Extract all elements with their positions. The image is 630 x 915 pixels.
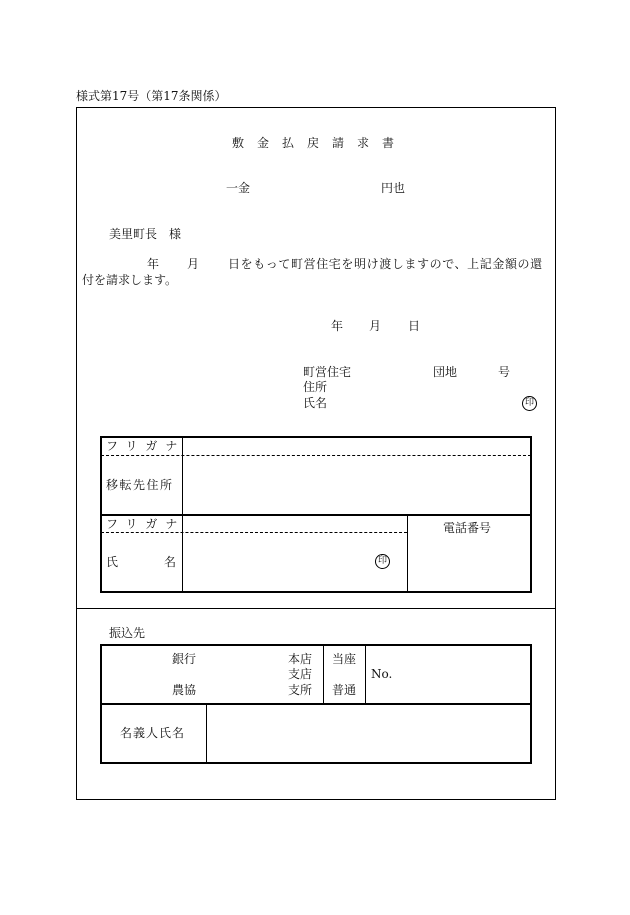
account-no-label: No. <box>371 667 393 681</box>
furigana-label-1: フリガナ <box>106 439 186 453</box>
addressee: 美里町長 様 <box>109 227 182 241</box>
transfer-label: 振込先 <box>109 626 146 640</box>
bank-label: 銀行 <box>172 652 197 666</box>
body-month: 月 <box>187 257 200 271</box>
section-divider <box>76 608 556 609</box>
name-label: 氏名 <box>303 396 328 410</box>
branch-office-label: 支所 <box>288 683 313 697</box>
unit-label: 号 <box>498 365 511 379</box>
address-label: 住所 <box>303 380 328 394</box>
mover-seal-icon: 印 <box>375 554 390 569</box>
complex-label: 団地 <box>433 365 458 379</box>
date-day: 日 <box>408 319 421 333</box>
name-furigana-divider <box>101 532 407 533</box>
holder-col-divider <box>206 704 207 763</box>
body-line1: 日をもって町営住宅を明け渡しますので、上記金額の還 <box>228 257 543 271</box>
form-title: 敷金払戻請求書 <box>232 136 408 150</box>
phone-col-divider <box>407 515 408 592</box>
amount-prefix: 一金 <box>226 181 251 195</box>
ordinary-account-label: 普通 <box>332 683 357 697</box>
date-year: 年 <box>331 319 344 333</box>
applicant-seal-icon: 印 <box>522 396 537 411</box>
bank-col-divider <box>323 645 324 703</box>
date-month: 月 <box>369 319 382 333</box>
branch-store-label: 支店 <box>288 667 313 681</box>
body-year: 年 <box>147 257 160 271</box>
mover-furigana-divider <box>101 455 531 456</box>
name-label-right: 名 <box>164 555 177 569</box>
furigana-label-2: フリガナ <box>106 517 186 531</box>
mover-row-divider <box>101 514 531 516</box>
form-number: 様式第17号（第17条関係） <box>76 89 227 103</box>
head-office-label: 本店 <box>288 652 313 666</box>
current-account-label: 当座 <box>332 652 357 666</box>
account-type-col-divider <box>365 645 366 703</box>
amount-suffix: 円也 <box>381 181 406 195</box>
holder-label: 名義人氏名 <box>120 726 186 740</box>
transfer-row-divider <box>101 703 531 705</box>
housing-label: 町営住宅 <box>303 365 352 379</box>
new-address-label: 移転先住所 <box>106 478 174 492</box>
name-label-left: 氏 <box>106 555 119 569</box>
body-line2: 付を請求します。 <box>82 273 178 287</box>
phone-label: 電話番号 <box>443 521 492 535</box>
agri-label: 農協 <box>172 683 197 697</box>
